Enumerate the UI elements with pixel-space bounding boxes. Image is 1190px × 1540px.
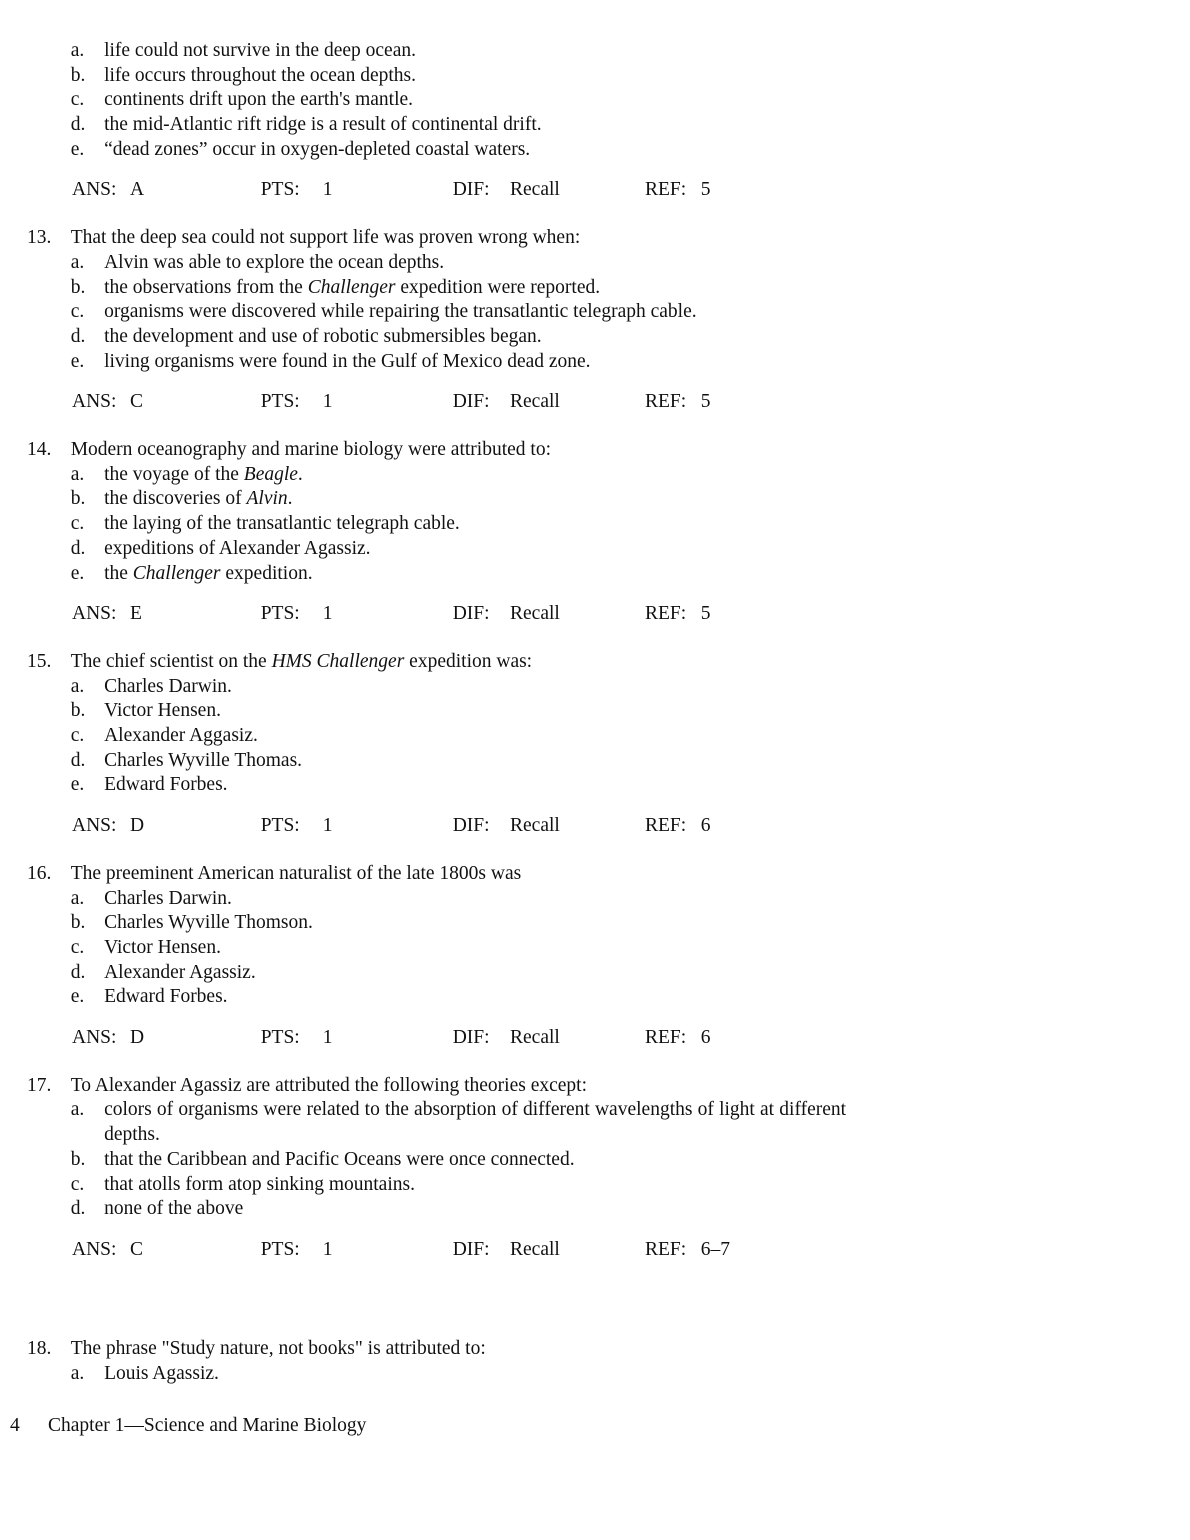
- option-letter: c.: [70, 301, 85, 323]
- pts-value: 1: [322, 1026, 333, 1048]
- answer-row: [72, 1026, 1190, 1051]
- option-row: [71, 985, 1190, 1010]
- pts-label: PTS:: [260, 814, 300, 836]
- question-15: [27, 650, 1190, 839]
- option-row: [71, 1197, 1190, 1222]
- option-row: [71, 699, 1190, 724]
- ref-value: 6: [700, 814, 711, 836]
- ref-value: 6: [700, 1026, 711, 1048]
- question-stem: Modern oceanography and marine biology were attributed to:: [70, 439, 551, 461]
- option-text: Charles Darwin.: [104, 675, 232, 697]
- pts-value: 1: [322, 179, 333, 201]
- option-letter: d.: [70, 749, 86, 771]
- pts-value: 1: [322, 814, 333, 836]
- option-row: [71, 749, 1190, 774]
- ref-label: REF:: [645, 814, 687, 836]
- option-text: Louis Agassiz.: [104, 1363, 219, 1385]
- option-row: [71, 251, 1190, 276]
- option-letter: b.: [70, 912, 86, 934]
- dif-label: DIF:: [452, 391, 490, 413]
- option-text: none of the above: [104, 1198, 244, 1220]
- pts-label: PTS:: [260, 1238, 300, 1260]
- dif-value: Recall: [510, 1026, 560, 1048]
- pts-label: PTS:: [260, 1026, 300, 1048]
- dif-label: DIF:: [452, 1238, 490, 1260]
- option-text: that the Caribbean and Pacific Oceans were once connected.: [104, 1148, 575, 1170]
- question-stem: The chief scientist on the HMS Challenger expedition was:: [70, 650, 533, 672]
- ref-value: 6–7: [700, 1238, 730, 1260]
- dif-value: Recall: [510, 602, 560, 624]
- option-row: [71, 724, 1190, 749]
- option-text: the voyage of the Beagle.: [104, 463, 303, 485]
- option-letter: d.: [70, 326, 86, 347]
- option-letter: b.: [70, 488, 86, 510]
- question-number: 14.: [27, 439, 52, 461]
- ans-value: C: [130, 391, 144, 413]
- ans-label: ANS:: [72, 1026, 117, 1048]
- option-letter: e.: [70, 986, 85, 1008]
- option-row: [71, 911, 1190, 936]
- dif-value: Recall: [510, 179, 560, 201]
- option-text: life could not survive in the deep ocean.: [104, 40, 416, 61]
- dif-label: DIF:: [452, 179, 490, 201]
- option-letter: a.: [70, 1363, 85, 1385]
- question-stem: The phrase "Study nature, not books" is attributed to:: [70, 1338, 486, 1360]
- question-stem: The preeminent American naturalist of the late 1800s was: [70, 862, 522, 884]
- option-row: [71, 936, 1190, 961]
- ref-label: REF:: [645, 179, 687, 201]
- question-17: [27, 1074, 1190, 1263]
- option-letter: c.: [70, 1173, 85, 1195]
- ans-label: ANS:: [72, 179, 117, 201]
- option-text: Victor Hensen.: [104, 936, 221, 958]
- option-letter: a.: [70, 251, 85, 273]
- ref-label: REF:: [645, 1238, 687, 1260]
- option-letter: a.: [70, 675, 85, 697]
- pts-label: PTS:: [260, 391, 300, 413]
- ref-value: 5: [700, 602, 711, 624]
- option-letter: b.: [70, 1148, 86, 1170]
- option-letter: e.: [70, 774, 85, 796]
- question-number: 15.: [27, 650, 52, 672]
- option-letter: c.: [70, 513, 85, 535]
- question-12-fragment: [27, 39, 1190, 203]
- option-text: Charles Darwin.: [104, 887, 232, 909]
- option-row: [71, 562, 1190, 587]
- option-row: [71, 64, 1190, 89]
- option-row: [71, 512, 1190, 537]
- option-row: [71, 88, 1190, 113]
- option-text: that atolls form atop sinking mountains.: [104, 1173, 415, 1195]
- option-letter: d.: [70, 1198, 86, 1220]
- ref-value: 5: [700, 391, 711, 413]
- pts-value: 1: [322, 391, 333, 413]
- ans-value: A: [130, 179, 145, 201]
- option-letter: a.: [70, 1099, 85, 1121]
- ans-label: ANS:: [72, 1238, 117, 1260]
- dif-label: DIF:: [452, 602, 490, 624]
- option-text: the discoveries of Alvin.: [104, 488, 293, 510]
- option-text: the mid-Atlantic rift ridge is a result of continental drift.: [104, 114, 542, 136]
- option-row: [71, 113, 1190, 138]
- footer-page-number: 4: [10, 1415, 20, 1436]
- option-row: [71, 487, 1190, 512]
- option-text: Charles Wyville Thomas.: [104, 749, 303, 771]
- pts-label: PTS:: [260, 179, 300, 201]
- pts-value: 1: [322, 1238, 333, 1260]
- option-text: continents drift upon the earth's mantle.: [104, 89, 414, 111]
- answer-row: [72, 178, 1190, 203]
- option-row: [71, 887, 1190, 912]
- option-row: [71, 39, 1190, 64]
- option-letter: a.: [70, 887, 85, 909]
- answer-row: [72, 814, 1190, 839]
- option-letter: d.: [70, 114, 86, 136]
- dif-value: Recall: [510, 1238, 560, 1260]
- option-text: Charles Wyville Thomson.: [104, 912, 313, 934]
- question-stem: To Alexander Agassiz are attributed the following theories except:: [70, 1074, 587, 1096]
- option-letter: e.: [70, 350, 85, 372]
- option-row: [71, 537, 1190, 562]
- question-number: 16.: [27, 862, 52, 884]
- dif-label: DIF:: [452, 1026, 490, 1048]
- option-row: [71, 1173, 1190, 1198]
- option-row: [71, 350, 1190, 375]
- option-text: the development and use of robotic submersibles began.: [104, 326, 542, 347]
- option-row: [71, 138, 1190, 163]
- option-text: colors of organisms were related to the absorption of different wavelengths of light at different depths.: [104, 1099, 847, 1146]
- question-16: [27, 862, 1190, 1051]
- option-row: [71, 961, 1190, 986]
- pts-label: PTS:: [260, 602, 300, 624]
- ans-value: E: [130, 602, 142, 624]
- question-stem: That the deep sea could not support life was proven wrong when:: [70, 227, 581, 249]
- option-row: [71, 1362, 1190, 1387]
- option-row: [71, 1148, 1190, 1173]
- option-letter: d.: [70, 961, 86, 983]
- ans-label: ANS:: [72, 814, 117, 836]
- option-letter: a.: [70, 40, 85, 61]
- option-row: [71, 325, 1190, 350]
- option-letter: b.: [70, 64, 86, 86]
- dif-value: Recall: [510, 391, 560, 413]
- footer-chapter-title: Chapter 1—Science and Marine Biology: [48, 1415, 367, 1436]
- dif-value: Recall: [510, 814, 560, 836]
- ans-label: ANS:: [72, 391, 117, 413]
- option-letter: b.: [70, 700, 86, 722]
- question-number: 17.: [27, 1074, 52, 1096]
- option-letter: e.: [70, 138, 85, 160]
- option-text: Edward Forbes.: [104, 774, 228, 796]
- option-row: [71, 463, 1190, 488]
- ref-label: REF:: [645, 602, 687, 624]
- option-letter: c.: [70, 725, 85, 747]
- ans-label: ANS:: [72, 602, 117, 624]
- option-text: Edward Forbes.: [104, 986, 228, 1008]
- option-row: [71, 773, 1190, 798]
- option-text: expeditions of Alexander Agassiz.: [104, 537, 371, 559]
- option-text: organisms were discovered while repairing the transatlantic telegraph cable.: [104, 301, 697, 323]
- option-text: the observations from the Challenger expedition were reported.: [104, 276, 601, 298]
- ref-label: REF:: [645, 1026, 687, 1048]
- question-13: [27, 226, 1190, 415]
- question-number: 13.: [27, 227, 52, 249]
- question-14: [27, 438, 1190, 627]
- option-text: Victor Hensen.: [104, 700, 221, 722]
- ref-label: REF:: [645, 391, 687, 413]
- option-letter: a.: [70, 463, 85, 485]
- answer-row: [72, 602, 1190, 627]
- option-row: [71, 300, 1190, 325]
- option-text: the Challenger expedition.: [104, 562, 313, 584]
- dif-label: DIF:: [452, 814, 490, 836]
- answer-row: [72, 390, 1190, 415]
- ans-value: D: [130, 1026, 145, 1048]
- option-letter: c.: [70, 936, 85, 958]
- option-text: life occurs throughout the ocean depths.: [104, 64, 416, 86]
- ans-value: D: [130, 814, 145, 836]
- option-text: Alexander Aggasiz.: [104, 725, 258, 747]
- page-footer: [10, 1414, 367, 1439]
- option-row: [71, 675, 1190, 700]
- option-letter: c.: [70, 89, 85, 111]
- question-number: 18.: [27, 1338, 52, 1360]
- ans-value: C: [130, 1238, 144, 1260]
- option-row: [71, 276, 1190, 301]
- question-18: [27, 1337, 1190, 1386]
- option-letter: e.: [70, 562, 85, 584]
- option-text: living organisms were found in the Gulf of Mexico dead zone.: [104, 350, 591, 372]
- ref-value: 5: [700, 179, 711, 201]
- option-row: [71, 1098, 1190, 1147]
- option-letter: b.: [70, 276, 86, 298]
- pts-value: 1: [322, 602, 333, 624]
- option-text: the laying of the transatlantic telegraph cable.: [104, 513, 460, 535]
- option-text: Alvin was able to explore the ocean depths.: [104, 251, 445, 273]
- option-letter: d.: [70, 537, 86, 559]
- option-text: Alexander Agassiz.: [104, 961, 256, 983]
- answer-row: [72, 1238, 1190, 1263]
- option-text: “dead zones” occur in oxygen-depleted coastal waters.: [104, 138, 531, 160]
